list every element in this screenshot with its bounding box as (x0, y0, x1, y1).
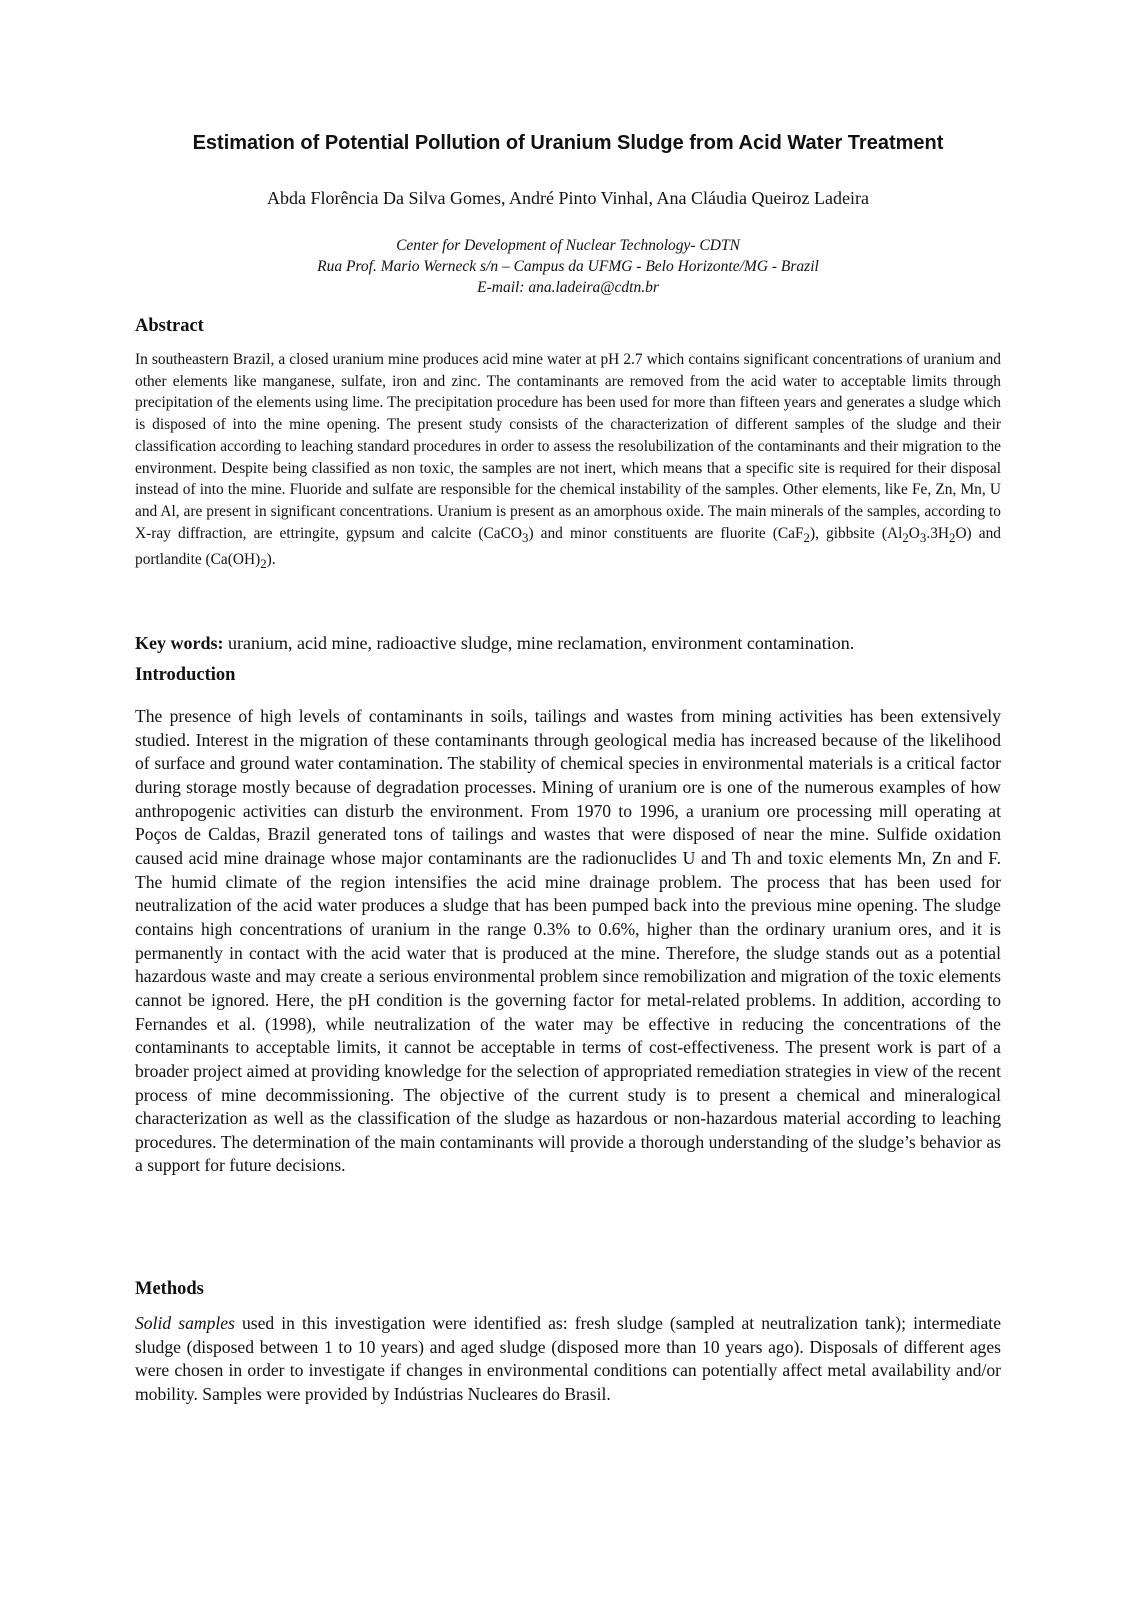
affiliation-institution: Center for Development of Nuclear Technology- CDTN (396, 237, 740, 254)
abstract-text-part: In southeastern Brazil, a closed uranium mine produces acid mine water at pH 2.7 which contains significant concentrations of uranium and other elements like manganese, sulfate, iron and zinc. The contaminants are removed from the acid water to acceptable limits through precipitation of the elements using lime. The precipitation procedure has been used for more than fifteen years and generates a sludge which is disposed of into the mine opening. The present study consists of the characterization of different samples of the sludge and their classification according to leaching standard procedures in order to assess the resolubilization of the contaminants and their migration to the environment. Despite being classified as non toxic, the samples are not inert, which means that a specific site is required for their disposal instead of into the mine. Fluoride and sulfate are responsible for the chemical instability of the samples. Other elements, like Fe, Zn, Mn, U and Al, are present in significant concentrations. Uranium is present as an amorphous oxide. The main minerals of the samples, according to X-ray diffraction, are ettringite, gypsum and calcite (CaCO (135, 351, 1001, 542)
abstract-text-part: O) and portlandite (Ca(OH) (135, 524, 1001, 569)
methods-body: used in this investigation were identified as: fresh sludge (sampled at neutralization tank); intermediate sludge (disposed between 1 to 10 years) and aged sludge (disposed more than 10 years ago). Disposals of different ages were chosen in order to investigate if changes in environmental conditions can potentially affect metal availability and/or mobility. Samples were provided by Indústrias Nucleares do Brasil. (135, 1313, 1001, 1404)
subscript: 3 (522, 530, 529, 545)
abstract-text-part: ). (266, 551, 276, 569)
author-list: Abda Florência Da Silva Gomes, André Pinto Vinhal, Ana Cláudia Queiroz Ladeira (267, 188, 869, 208)
methods-heading: Methods (135, 1279, 204, 1299)
affiliation-address: Rua Prof. Mario Werneck s/n – Campus da UFMG - Belo Horizonte/MG - Brazil (317, 258, 819, 275)
keywords-text: uranium, acid mine, radioactive sludge, mine reclamation, environment contamination. (223, 633, 855, 653)
abstract-text-part: O (908, 524, 920, 542)
affiliation-email: E-mail: ana.ladeira@cdtn.br (477, 279, 659, 296)
abstract-heading: Abstract (135, 316, 204, 336)
keywords-label: Key words: (135, 633, 224, 653)
subscript: 2 (803, 530, 810, 545)
affiliation-block (135, 235, 1001, 298)
subscript: 2 (260, 557, 267, 572)
methods-text (135, 1312, 1001, 1407)
abstract-text-part: ), gibbsite (Al (809, 524, 903, 542)
abstract-text-part: .3H (926, 524, 950, 542)
subscript: 2 (902, 530, 909, 545)
subscript: 2 (949, 530, 956, 545)
paper-title: Estimation of Potential Pollution of Uranium Sludge from Acid Water Treatment (192, 132, 944, 154)
subscript: 3 (919, 530, 927, 545)
keywords-line (135, 633, 1001, 654)
introduction-heading: Introduction (135, 665, 236, 685)
abstract-text (135, 349, 1001, 576)
methods-lead-italic: Solid samples (135, 1313, 235, 1333)
introduction-text: The presence of high levels of contaminants in soils, tailings and wastes from mining activities has been extensively studied. Interest in the migration of these contaminants through geological media has increased because of the likelihood of surface and ground water contamination. The stability of chemical species in environmental materials is a critical factor during storage mostly because of degradation processes. Mining of uranium ore is one of the numerous examples of how anthropogenic activities can disturb the environment. From 1970 to 1996, a uranium ore processing mill operating at Poços de Caldas, Brazil generated tons of tailings and wastes that were disposed of near the mine. Sulfide oxidation caused acid mine drainage whose major contaminants are the radionuclides U and Th and toxic elements Mn, Zn and F. The humid climate of the region intensifies the acid mine drainage problem. The process that has been used for neutralization of the acid water produces a sludge that has been pumped back into the previous mine opening. The sludge contains high concentrations of uranium in the range 0.3% to 0.6%, higher than the ordinary uranium ores, and it is permanently in contact with the acid water that is produced at the mine. Therefore, the sludge stands out as a potential hazardous waste and may create a serious environmental problem since remobilization and migration of the toxic elements cannot be ignored. Here, the pH condition is the governing factor for metal-related problems. In addition, according to Fernandes et al. (1998), while neutralization of the water may be effective in reducing the concentrations of the contaminants to acceptable limits, it cannot be acceptable in terms of cost-effectiveness. The present work is part of a broader project aimed at providing knowledge for the selection of appropriated remediation strategies in view of the recent process of mine decommissioning. The objective of the current study is to present a chemical and mineralogical characterization as well as the classification of the sludge as hazardous or non-hazardous material according to leaching procedures. The determination of the main contaminants will provide a thorough understanding of the sludge’s behavior as a support for future decisions. (135, 706, 1001, 1176)
abstract-text-part: ) and minor constituents are fluorite (CaF (528, 524, 804, 542)
